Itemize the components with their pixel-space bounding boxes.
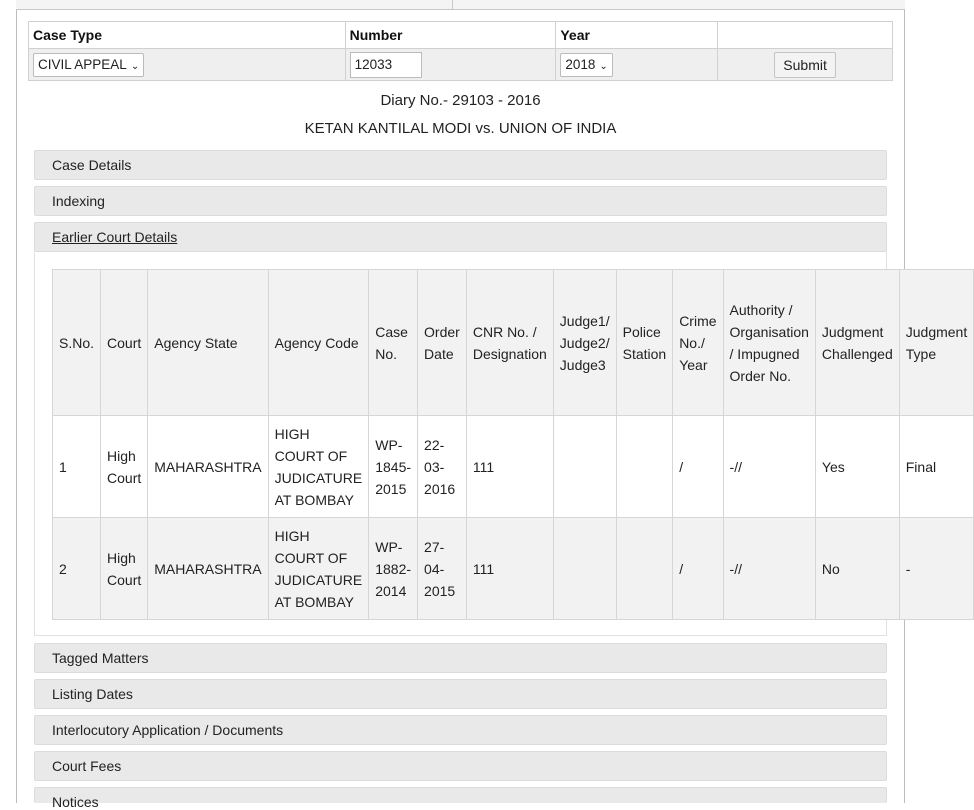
section-listing-dates[interactable]: Listing Dates	[34, 679, 887, 709]
section-indexing[interactable]: Indexing	[34, 186, 887, 216]
table-cell: HIGH COURT OF JUDICATURE AT BOMBAY	[268, 518, 369, 620]
table-cell: -//	[723, 416, 815, 518]
year-label: Year	[556, 22, 718, 49]
submit-button[interactable]: Submit	[774, 52, 836, 78]
table-cell: WP-1845-2015	[369, 416, 418, 518]
col-header: Authority / Organisation / Impugned Order No.	[723, 270, 815, 416]
col-header: Case No.	[369, 270, 418, 416]
earlier-court-table	[52, 269, 974, 620]
table-cell: MAHARASHTRA	[148, 416, 268, 518]
table-cell: Yes	[815, 416, 899, 518]
case-number-input[interactable]: 12033	[350, 52, 422, 78]
case-type-select[interactable]: CIVIL APPEAL ⌄	[33, 53, 144, 77]
empty-header	[718, 22, 893, 49]
col-header: S.No.	[53, 270, 101, 416]
table-cell: 111	[466, 518, 553, 620]
col-header: Order Date	[418, 270, 467, 416]
table-cell: 111	[466, 416, 553, 518]
earlier-court-table-wrapper[interactable]	[52, 269, 968, 619]
top-strip	[16, 0, 905, 10]
table-cell	[553, 416, 616, 518]
table-cell: /	[673, 416, 723, 518]
table-cell: /	[673, 518, 723, 620]
col-header: Crime No./ Year	[673, 270, 723, 416]
case-type-label: Case Type	[29, 22, 346, 49]
table-cell: 22-03-2016	[418, 416, 467, 518]
table-cell: Final	[899, 416, 973, 518]
table-cell: High Court	[101, 518, 148, 620]
number-label: Number	[345, 22, 556, 49]
chevron-down-icon: ⌄	[130, 60, 140, 72]
table-cell: HIGH COURT OF JUDICATURE AT BOMBAY	[268, 416, 369, 518]
section-court-fees[interactable]: Court Fees	[34, 751, 887, 781]
col-header: Police Station	[616, 270, 673, 416]
table-cell: No	[815, 518, 899, 620]
table-row	[53, 416, 974, 518]
section-case-details[interactable]: Case Details	[34, 150, 887, 180]
table-cell: -	[899, 518, 973, 620]
table-cell: MAHARASHTRA	[148, 518, 268, 620]
col-header: Judgment Type	[899, 270, 973, 416]
section-earlier-court-details[interactable]: Earlier Court Details	[34, 222, 887, 252]
table-cell: 1	[53, 416, 101, 518]
section-notices[interactable]: Notices	[34, 787, 887, 803]
col-header: Agency Code	[268, 270, 369, 416]
chevron-down-icon: ⌄	[599, 60, 608, 72]
table-cell: 2	[53, 518, 101, 620]
col-header: Judgment Challenged	[815, 270, 899, 416]
col-header: Agency State	[148, 270, 268, 416]
table-cell	[616, 416, 673, 518]
diary-number: Diary No.- 29103 - 2016	[380, 92, 541, 109]
section-interlocutory-application[interactable]: Interlocutory Application / Documents	[34, 715, 887, 745]
col-header: Court	[101, 270, 148, 416]
table-cell: -//	[723, 518, 815, 620]
table-header-row	[53, 270, 974, 416]
table-row	[53, 518, 974, 620]
case-parties: KETAN KANTILAL MODI vs. UNION OF INDIA	[304, 120, 617, 137]
col-header: CNR No. / Designation	[466, 270, 553, 416]
table-cell	[616, 518, 673, 620]
col-header: Judge1/ Judge2/ Judge3	[553, 270, 616, 416]
case-search-form	[28, 21, 893, 81]
table-cell: High Court	[101, 416, 148, 518]
table-cell	[553, 518, 616, 620]
year-select[interactable]: 2018 ⌄	[560, 53, 612, 77]
table-cell: WP-1882-2014	[369, 518, 418, 620]
table-cell: 27-04-2015	[418, 518, 467, 620]
section-tagged-matters[interactable]: Tagged Matters	[34, 643, 887, 673]
